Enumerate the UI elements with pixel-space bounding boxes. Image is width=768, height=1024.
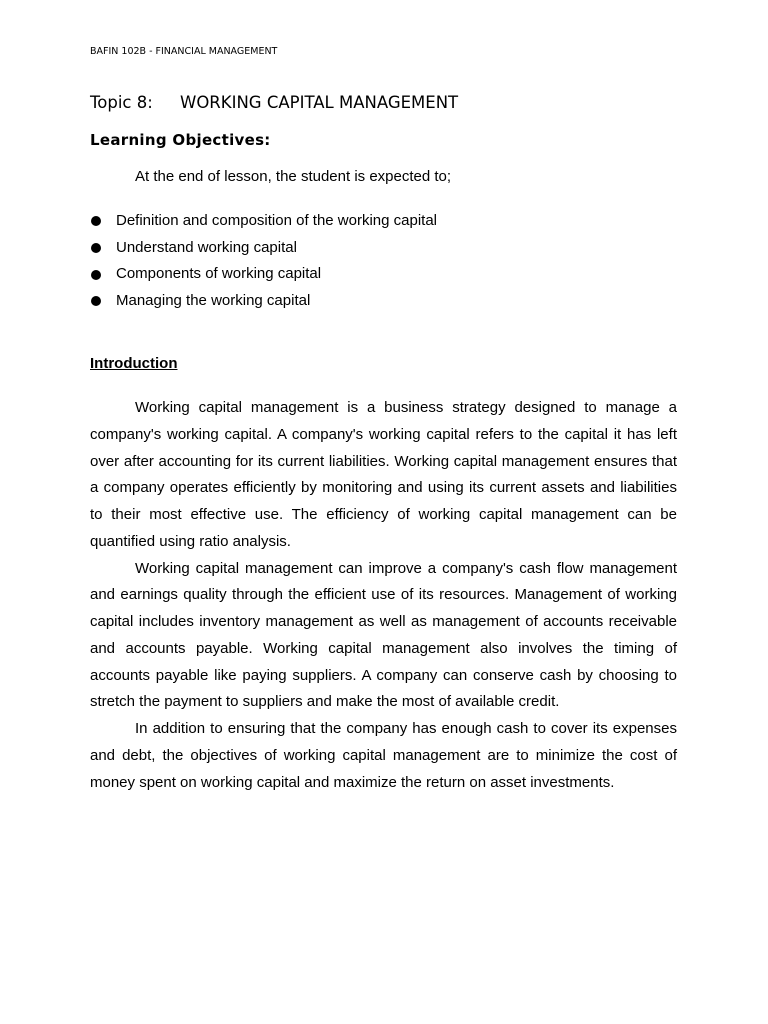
paragraph: In addition to ensuring that the company has enough cash to cover its expenses and debt, the objectives of working capital management are to minimize the cost of money spent on working capital and maximize the return on asset investments. [90,720,677,791]
introduction-body [90,395,677,796]
list-item [90,208,437,235]
paragraph: Working capital management can improve a company's cash flow management and earnings quality through the efficient use of its resources. Management of working capital includes inventory management as well as management of accounts receivable and accounts payable. Working capital management also involves the timing of accounts payable like paying suppliers. A company can conserve cash by choosing to stretch the payment to suppliers and make the most of available credit. [90,559,677,711]
bullet-icon [91,243,101,253]
objectives-lead-text: At the end of lesson, the student is expected to; [135,168,452,185]
bullet-icon [91,270,101,280]
bullet-icon [91,296,101,306]
topic-number: Topic 8: [90,93,153,112]
objectives-list [90,208,437,315]
list-item [90,261,437,288]
learning-objectives-heading: Learning Objectives: [90,131,271,149]
list-item [90,235,437,262]
list-item-text: Understand working capital [116,238,297,256]
paragraph: Working capital management is a business strategy designed to manage a company's working capital. A company's working capital refers to the capital it has left over after accounting for its current liabilities. Working capital management ensures that a company operates efficiently by monitoring and using its current assets and liabilities to their most effective use. The efficiency of working capital management can be quantified using ratio analysis. [90,399,677,550]
bullet-icon [91,216,101,226]
list-item [90,288,437,315]
list-item-text: Managing the working capital [116,292,311,310]
topic-title: WORKING CAPITAL MANAGEMENT [180,93,459,112]
running-header: BAFIN 102B - FINANCIAL MANAGEMENT [90,46,278,57]
list-item-text: Definition and composition of the working capital [116,212,438,229]
list-item-text: Components of working capital [116,265,322,283]
introduction-heading: Introduction [90,355,178,372]
topic-heading [90,93,458,112]
